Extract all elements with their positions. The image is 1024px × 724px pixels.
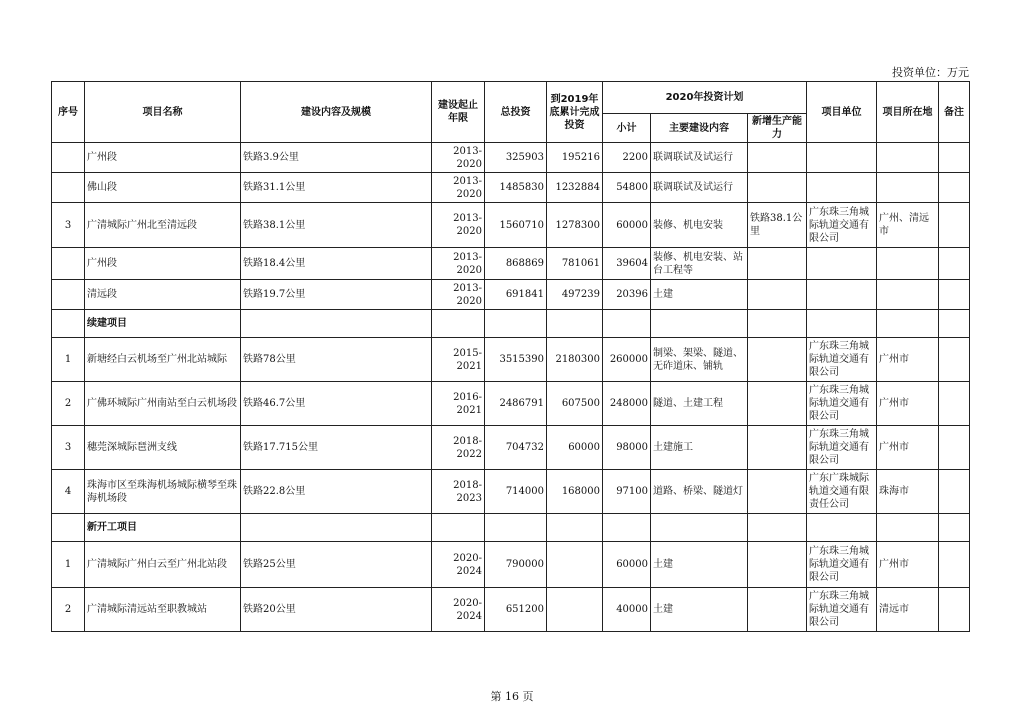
cell-main-content: 土建施工 bbox=[651, 426, 748, 470]
cell-project-name: 广州段 bbox=[85, 248, 241, 280]
cell-project-name: 广佛环城际广州南站至白云机场段 bbox=[85, 382, 241, 426]
section-title: 续建项目 bbox=[85, 310, 241, 338]
cell-main-content: 制梁、架梁、隧道、无砟道床、铺轨 bbox=[651, 338, 748, 382]
cell-location: 珠海市 bbox=[877, 470, 939, 514]
header-period: 建设起止年限 bbox=[432, 82, 485, 143]
cell-period bbox=[432, 514, 485, 542]
cell-unit bbox=[807, 280, 877, 310]
cell-remarks bbox=[939, 280, 970, 310]
cell-remarks bbox=[939, 143, 970, 173]
cell-subtotal: 60000 bbox=[603, 203, 651, 248]
cell-period: 2015-2021 bbox=[432, 338, 485, 382]
table-body bbox=[52, 143, 970, 632]
cell-unit: 广东珠三角城际轨道交通有限公司 bbox=[807, 588, 877, 632]
cell-total: 704732 bbox=[485, 426, 547, 470]
cell-remarks bbox=[939, 514, 970, 542]
cell-capacity bbox=[748, 338, 807, 382]
cell-remarks bbox=[939, 338, 970, 382]
cell-content: 铁路31.1公里 bbox=[241, 173, 432, 203]
cell-subtotal: 2200 bbox=[603, 143, 651, 173]
header-capacity: 新增生产能力 bbox=[748, 114, 807, 143]
table-row bbox=[52, 470, 970, 514]
cell-unit: 广东广珠城际轨道交通有限责任公司 bbox=[807, 470, 877, 514]
cell-project-name: 佛山段 bbox=[85, 173, 241, 203]
cell-location: 广州市 bbox=[877, 382, 939, 426]
cell-total: 1560710 bbox=[485, 203, 547, 248]
cell-period: 2020-2024 bbox=[432, 588, 485, 632]
cell-seq bbox=[52, 173, 85, 203]
cell-seq: 3 bbox=[52, 426, 85, 470]
table-row bbox=[52, 426, 970, 470]
cell-capacity bbox=[748, 542, 807, 588]
cell-period: 2013-2020 bbox=[432, 203, 485, 248]
cell-capacity bbox=[748, 514, 807, 542]
table-row bbox=[52, 588, 970, 632]
cell-subtotal: 20396 bbox=[603, 280, 651, 310]
cell-remarks bbox=[939, 588, 970, 632]
cell-location: 清远市 bbox=[877, 588, 939, 632]
cell-content: 铁路38.1公里 bbox=[241, 203, 432, 248]
cell-period: 2013-2020 bbox=[432, 173, 485, 203]
table-row bbox=[52, 338, 970, 382]
cell-location bbox=[877, 173, 939, 203]
investment-plan-table bbox=[51, 81, 970, 632]
header-cumulative: 到2019年底累计完成投资 bbox=[547, 82, 603, 143]
cell-total: 868869 bbox=[485, 248, 547, 280]
cell-seq: 1 bbox=[52, 542, 85, 588]
cell-remarks bbox=[939, 382, 970, 426]
cell-capacity bbox=[748, 173, 807, 203]
cell-unit bbox=[807, 173, 877, 203]
header-project-name: 项目名称 bbox=[85, 82, 241, 143]
cell-total: 651200 bbox=[485, 588, 547, 632]
cell-seq: 3 bbox=[52, 203, 85, 248]
cell-period: 2013-2020 bbox=[432, 280, 485, 310]
cell-main-content: 联调联试及试运行 bbox=[651, 173, 748, 203]
cell-total: 691841 bbox=[485, 280, 547, 310]
cell-seq bbox=[52, 514, 85, 542]
header-main-content: 主要建设内容 bbox=[651, 114, 748, 143]
cell-cumulative bbox=[547, 542, 603, 588]
cell-capacity bbox=[748, 248, 807, 280]
header-unit: 项目单位 bbox=[807, 82, 877, 143]
cell-location: 广州市 bbox=[877, 542, 939, 588]
cell-cumulative: 168000 bbox=[547, 470, 603, 514]
cell-main-content: 装修、机电安装、站台工程等 bbox=[651, 248, 748, 280]
table-row bbox=[52, 173, 970, 203]
table-row bbox=[52, 143, 970, 173]
cell-subtotal bbox=[603, 310, 651, 338]
header-subtotal: 小计 bbox=[603, 114, 651, 143]
cell-subtotal: 60000 bbox=[603, 542, 651, 588]
section-row bbox=[52, 514, 970, 542]
cell-subtotal: 97100 bbox=[603, 470, 651, 514]
table-row bbox=[52, 203, 970, 248]
cell-main-content: 联调联试及试运行 bbox=[651, 143, 748, 173]
cell-seq: 2 bbox=[52, 382, 85, 426]
header-total: 总投资 bbox=[485, 82, 547, 143]
cell-subtotal: 39604 bbox=[603, 248, 651, 280]
cell-unit: 广东珠三角城际轨道交通有限公司 bbox=[807, 338, 877, 382]
cell-project-name: 广清城际广州北至清远段 bbox=[85, 203, 241, 248]
page-number: 第 16 页 bbox=[490, 690, 534, 703]
cell-content: 铁路22.8公里 bbox=[241, 470, 432, 514]
table-row bbox=[52, 248, 970, 280]
cell-subtotal: 260000 bbox=[603, 338, 651, 382]
cell-subtotal: 98000 bbox=[603, 426, 651, 470]
table-row bbox=[52, 280, 970, 310]
cell-period: 2016-2021 bbox=[432, 382, 485, 426]
cell-total: 790000 bbox=[485, 542, 547, 588]
cell-content: 铁路19.7公里 bbox=[241, 280, 432, 310]
header-remarks: 备注 bbox=[939, 82, 970, 143]
cell-main-content: 道路、桥梁、隧道灯 bbox=[651, 470, 748, 514]
cell-remarks bbox=[939, 470, 970, 514]
table-row bbox=[52, 542, 970, 588]
cell-remarks bbox=[939, 203, 970, 248]
section-row bbox=[52, 310, 970, 338]
cell-main-content bbox=[651, 514, 748, 542]
cell-subtotal: 40000 bbox=[603, 588, 651, 632]
cell-main-content: 隧道、土建工程 bbox=[651, 382, 748, 426]
cell-cumulative bbox=[547, 588, 603, 632]
header-seq: 序号 bbox=[52, 82, 85, 143]
cell-seq: 4 bbox=[52, 470, 85, 514]
cell-capacity bbox=[748, 310, 807, 338]
cell-location: 广州市 bbox=[877, 426, 939, 470]
cell-cumulative: 60000 bbox=[547, 426, 603, 470]
header-plan-2020: 2020年投资计划 bbox=[603, 82, 807, 114]
cell-project-name: 广清城际清远站至职教城站 bbox=[85, 588, 241, 632]
cell-total: 714000 bbox=[485, 470, 547, 514]
cell-project-name: 广清城际广州白云至广州北站段 bbox=[85, 542, 241, 588]
cell-project-name: 广州段 bbox=[85, 143, 241, 173]
cell-cumulative: 781061 bbox=[547, 248, 603, 280]
cell-subtotal: 54800 bbox=[603, 173, 651, 203]
cell-seq bbox=[52, 280, 85, 310]
cell-period: 2020-2024 bbox=[432, 542, 485, 588]
cell-content bbox=[241, 514, 432, 542]
cell-content: 铁路18.4公里 bbox=[241, 248, 432, 280]
cell-content: 铁路46.7公里 bbox=[241, 382, 432, 426]
cell-location bbox=[877, 310, 939, 338]
section-title: 新开工项目 bbox=[85, 514, 241, 542]
cell-cumulative: 195216 bbox=[547, 143, 603, 173]
header-location: 项目所在地 bbox=[877, 82, 939, 143]
cell-cumulative: 1278300 bbox=[547, 203, 603, 248]
cell-main-content: 土建 bbox=[651, 280, 748, 310]
cell-seq: 2 bbox=[52, 588, 85, 632]
cell-capacity bbox=[748, 426, 807, 470]
cell-remarks bbox=[939, 542, 970, 588]
cell-cumulative: 1232884 bbox=[547, 173, 603, 203]
cell-content: 铁路17.715公里 bbox=[241, 426, 432, 470]
cell-seq bbox=[52, 143, 85, 173]
cell-content: 铁路20公里 bbox=[241, 588, 432, 632]
cell-seq: 1 bbox=[52, 338, 85, 382]
cell-project-name: 新塘经白云机场至广州北站城际 bbox=[85, 338, 241, 382]
cell-seq bbox=[52, 310, 85, 338]
cell-remarks bbox=[939, 426, 970, 470]
cell-unit bbox=[807, 143, 877, 173]
cell-period bbox=[432, 310, 485, 338]
cell-total bbox=[485, 514, 547, 542]
cell-total: 2486791 bbox=[485, 382, 547, 426]
cell-cumulative: 607500 bbox=[547, 382, 603, 426]
cell-unit: 广东珠三角城际轨道交通有限公司 bbox=[807, 542, 877, 588]
cell-project-name: 穗莞深城际琶洲支线 bbox=[85, 426, 241, 470]
cell-content bbox=[241, 310, 432, 338]
investment-unit-label: 投资单位：万元 bbox=[892, 66, 969, 79]
cell-content: 铁路3.9公里 bbox=[241, 143, 432, 173]
table-row bbox=[52, 382, 970, 426]
cell-remarks bbox=[939, 248, 970, 280]
cell-subtotal: 248000 bbox=[603, 382, 651, 426]
cell-cumulative bbox=[547, 310, 603, 338]
cell-cumulative: 497239 bbox=[547, 280, 603, 310]
cell-location bbox=[877, 143, 939, 173]
cell-period: 2018-2023 bbox=[432, 470, 485, 514]
cell-main-content bbox=[651, 310, 748, 338]
cell-subtotal bbox=[603, 514, 651, 542]
cell-unit bbox=[807, 248, 877, 280]
cell-total: 325903 bbox=[485, 143, 547, 173]
cell-unit bbox=[807, 310, 877, 338]
cell-cumulative: 2180300 bbox=[547, 338, 603, 382]
cell-period: 2013-2020 bbox=[432, 248, 485, 280]
cell-content: 铁路25公里 bbox=[241, 542, 432, 588]
cell-period: 2018-2022 bbox=[432, 426, 485, 470]
header-content: 建设内容及规模 bbox=[241, 82, 432, 143]
cell-location: 广州市 bbox=[877, 338, 939, 382]
cell-capacity bbox=[748, 382, 807, 426]
cell-capacity bbox=[748, 470, 807, 514]
cell-project-name: 清远段 bbox=[85, 280, 241, 310]
cell-cumulative bbox=[547, 514, 603, 542]
cell-location bbox=[877, 514, 939, 542]
cell-main-content: 土建 bbox=[651, 542, 748, 588]
cell-main-content: 土建 bbox=[651, 588, 748, 632]
cell-capacity: 铁路38.1公里 bbox=[748, 203, 807, 248]
cell-location bbox=[877, 248, 939, 280]
cell-main-content: 装修、机电安装 bbox=[651, 203, 748, 248]
cell-capacity bbox=[748, 588, 807, 632]
cell-seq bbox=[52, 248, 85, 280]
cell-remarks bbox=[939, 173, 970, 203]
cell-content: 铁路78公里 bbox=[241, 338, 432, 382]
cell-unit: 广东珠三角城际轨道交通有限公司 bbox=[807, 382, 877, 426]
cell-period: 2013-2020 bbox=[432, 143, 485, 173]
cell-location: 广州、清远市 bbox=[877, 203, 939, 248]
cell-location bbox=[877, 280, 939, 310]
cell-unit bbox=[807, 514, 877, 542]
cell-total: 3515390 bbox=[485, 338, 547, 382]
cell-unit: 广东珠三角城际轨道交通有限公司 bbox=[807, 426, 877, 470]
cell-project-name: 珠海市区至珠海机场城际横琴至珠海机场段 bbox=[85, 470, 241, 514]
cell-total bbox=[485, 310, 547, 338]
cell-total: 1485830 bbox=[485, 173, 547, 203]
cell-remarks bbox=[939, 310, 970, 338]
cell-capacity bbox=[748, 280, 807, 310]
cell-capacity bbox=[748, 143, 807, 173]
cell-unit: 广东珠三角城际轨道交通有限公司 bbox=[807, 203, 877, 248]
